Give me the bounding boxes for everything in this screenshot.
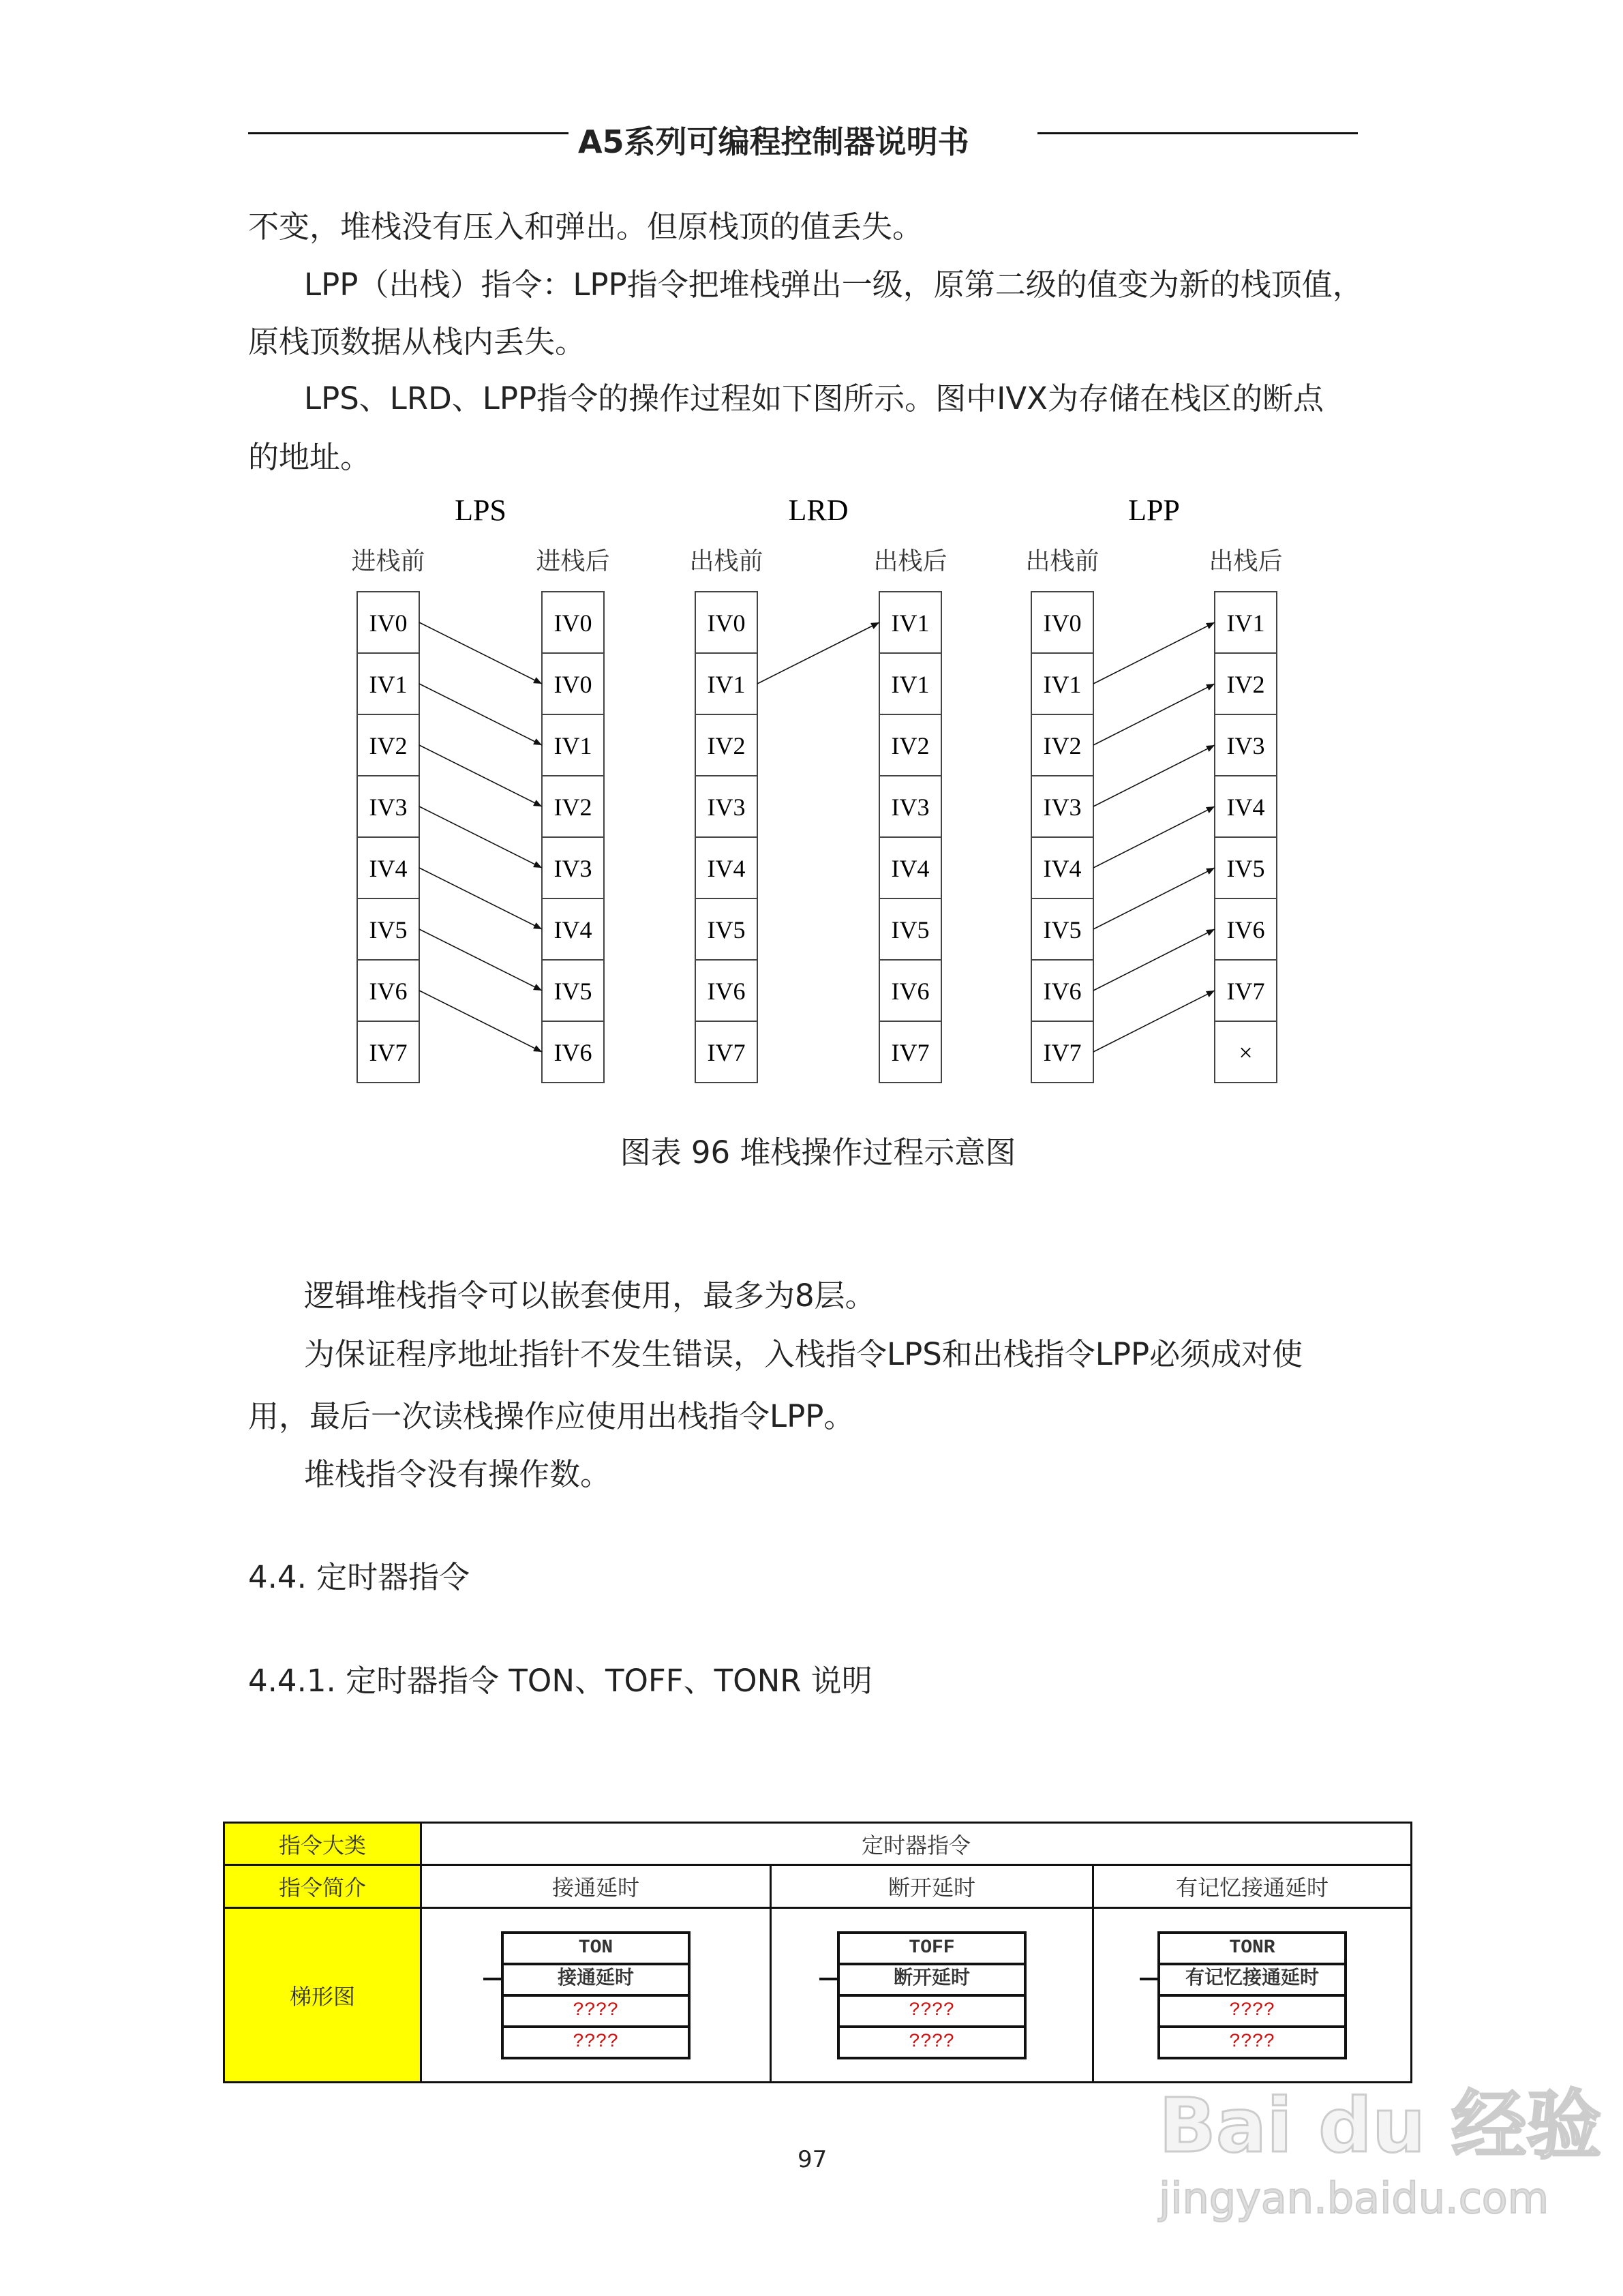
stack-value: IV1 [369,671,408,698]
stack-value: IV4 [553,916,592,943]
stack-value: IV5 [891,916,930,943]
row-label-ladder: 梯形图 [224,1908,421,2083]
block-desc: 断开延时 [840,1965,1024,1997]
stack-value: IV2 [891,732,930,759]
before-label: 出栈前 [1025,547,1099,575]
timer-instruction-table [223,1822,1412,2083]
stack-value: IV5 [553,978,592,1005]
arrow [419,684,542,745]
group-title: LPP [1128,494,1180,527]
group-title: LPS [455,494,506,527]
row-label-category: 指令大类 [224,1823,421,1865]
stack-value: IV6 [369,978,408,1005]
paragraph: LPS、LRD、LPP指令的操作过程如下图所示。图中IVX为存储在栈区的断点 [304,380,1324,417]
stack-value: IV3 [707,794,746,821]
page-number: 97 [798,2146,828,2173]
stack-value: × [1239,1039,1253,1066]
stack-value: IV7 [707,1039,746,1066]
intro-tonr: 有记忆接通延时 [1093,1865,1412,1908]
ladder-cell [421,1908,771,2083]
param: ???? [504,1997,688,2028]
stack-value: IV1 [553,732,592,759]
after-label: 进栈后 [536,547,610,575]
paragraph: LPP（出栈）指令：LPP指令把堆栈弹出一级，原第二级的值变为新的栈顶值， [304,267,1363,303]
ton-ladder-block [501,1931,691,2059]
intro-toff: 断开延时 [771,1865,1093,1908]
block-name: TOFF [840,1934,1024,1965]
ladder-cell [771,1908,1093,2083]
toff-ladder-block [837,1931,1027,2059]
block-desc: 接通延时 [504,1965,688,1997]
stack-value: IV7 [1226,978,1265,1005]
stack-value: IV2 [553,794,592,821]
paragraph: 不变，堆栈没有压入和弹出。但原栈顶的值丢失。 [248,209,924,245]
stack-value: IV4 [1043,855,1082,882]
stack-value: IV6 [891,978,930,1005]
arrow [1093,991,1215,1052]
param: ???? [840,1997,1024,2028]
after-label: 出栈后 [1209,547,1283,575]
paragraph: 用，最后一次读栈操作应使用出栈指令LPP。 [248,1398,855,1434]
arrow [1093,929,1215,991]
stack-value: IV4 [369,855,408,882]
stack-value: IV1 [1226,609,1265,637]
group-title: LRD [788,494,849,527]
paragraph: 为保证程序地址指针不发生错误，入栈指令LPS和出栈指令LPP必须成对使 [304,1336,1303,1372]
row-label-intro: 指令简介 [224,1865,421,1908]
stack-value: IV3 [369,794,408,821]
param: ???? [1229,2031,1275,2053]
stack-value: IV7 [891,1039,930,1066]
stack-value: IV1 [891,671,930,698]
stack-value: IV0 [1043,609,1082,637]
category-value: 定时器指令 [421,1823,1412,1865]
stack-value: IV7 [1043,1039,1082,1066]
stack-value: IV4 [1226,794,1265,821]
arrow [757,622,879,684]
section-heading: 4.4. 定时器指令 [248,1559,470,1595]
watermark-brand: Bai du 经验 [1159,2082,1602,2169]
stack-value: IV2 [1226,671,1265,698]
param: ???? [573,2031,619,2053]
stack-value: IV1 [707,671,746,698]
stack-value: IV7 [369,1039,408,1066]
block-name: TON [504,1934,688,1965]
stack-value: IV1 [1043,671,1082,698]
arrow [419,868,542,929]
arrow [419,929,542,991]
param: ???? [909,2031,955,2053]
after-label: 出栈后 [873,547,947,575]
arrow [1093,806,1215,868]
stack-value: IV3 [891,794,930,821]
arrow [1093,868,1215,929]
stack-value: IV5 [369,916,408,943]
ladder-cell [1093,1908,1412,2083]
stack-value: IV5 [707,916,746,943]
figure-caption: 图表 96 堆栈操作过程示意图 [620,1134,1016,1170]
stack-value: IV0 [707,609,746,637]
stack-value: IV0 [553,671,592,698]
arrow [1093,684,1215,745]
paragraph: 逻辑堆栈指令可以嵌套使用，最多为8层。 [304,1278,876,1314]
arrow [1093,622,1215,684]
paragraph: 的地址。 [248,439,371,475]
before-label: 出栈前 [689,547,763,575]
stack-value: IV3 [1043,794,1082,821]
tonr-ladder-block [1157,1931,1347,2059]
stack-value: IV3 [553,855,592,882]
header-title: A5系列可编程控制器说明书 [578,123,969,160]
stack-value: IV4 [707,855,746,882]
watermark-url: jingyan.baidu.com [1159,2173,1549,2223]
arrow [1093,745,1215,806]
stack-value: IV2 [369,732,408,759]
stack-value: IV4 [891,855,930,882]
arrow [419,806,542,868]
stack-value: IV5 [1226,855,1265,882]
stack-value: IV2 [707,732,746,759]
stack-value: IV2 [1043,732,1082,759]
arrow [419,745,542,806]
stack-value: IV6 [1226,916,1265,943]
param: ???? [1160,1997,1344,2028]
stack-value: IV5 [1043,916,1082,943]
paragraph: 堆栈指令没有操作数。 [304,1456,611,1492]
stack-value: IV6 [1043,978,1082,1005]
block-desc: 有记忆接通延时 [1160,1965,1344,1997]
intro-ton: 接通延时 [421,1865,771,1908]
baidu-watermark [1159,2066,1601,2223]
block-name: TONR [1160,1934,1344,1965]
arrow [419,991,542,1052]
subsection-heading: 4.4.1. 定时器指令 TON、TOFF、TONR 说明 [248,1663,873,1699]
before-label: 进栈前 [351,547,425,575]
stack-value: IV3 [1226,732,1265,759]
stack-value: IV6 [553,1039,592,1066]
arrow [419,622,542,684]
stack-value: IV0 [369,609,408,637]
paragraph: 原栈顶数据从栈内丢失。 [248,324,586,360]
stack-value: IV0 [553,609,592,637]
stack-value: IV6 [707,978,746,1005]
stack-value: IV1 [891,609,930,637]
